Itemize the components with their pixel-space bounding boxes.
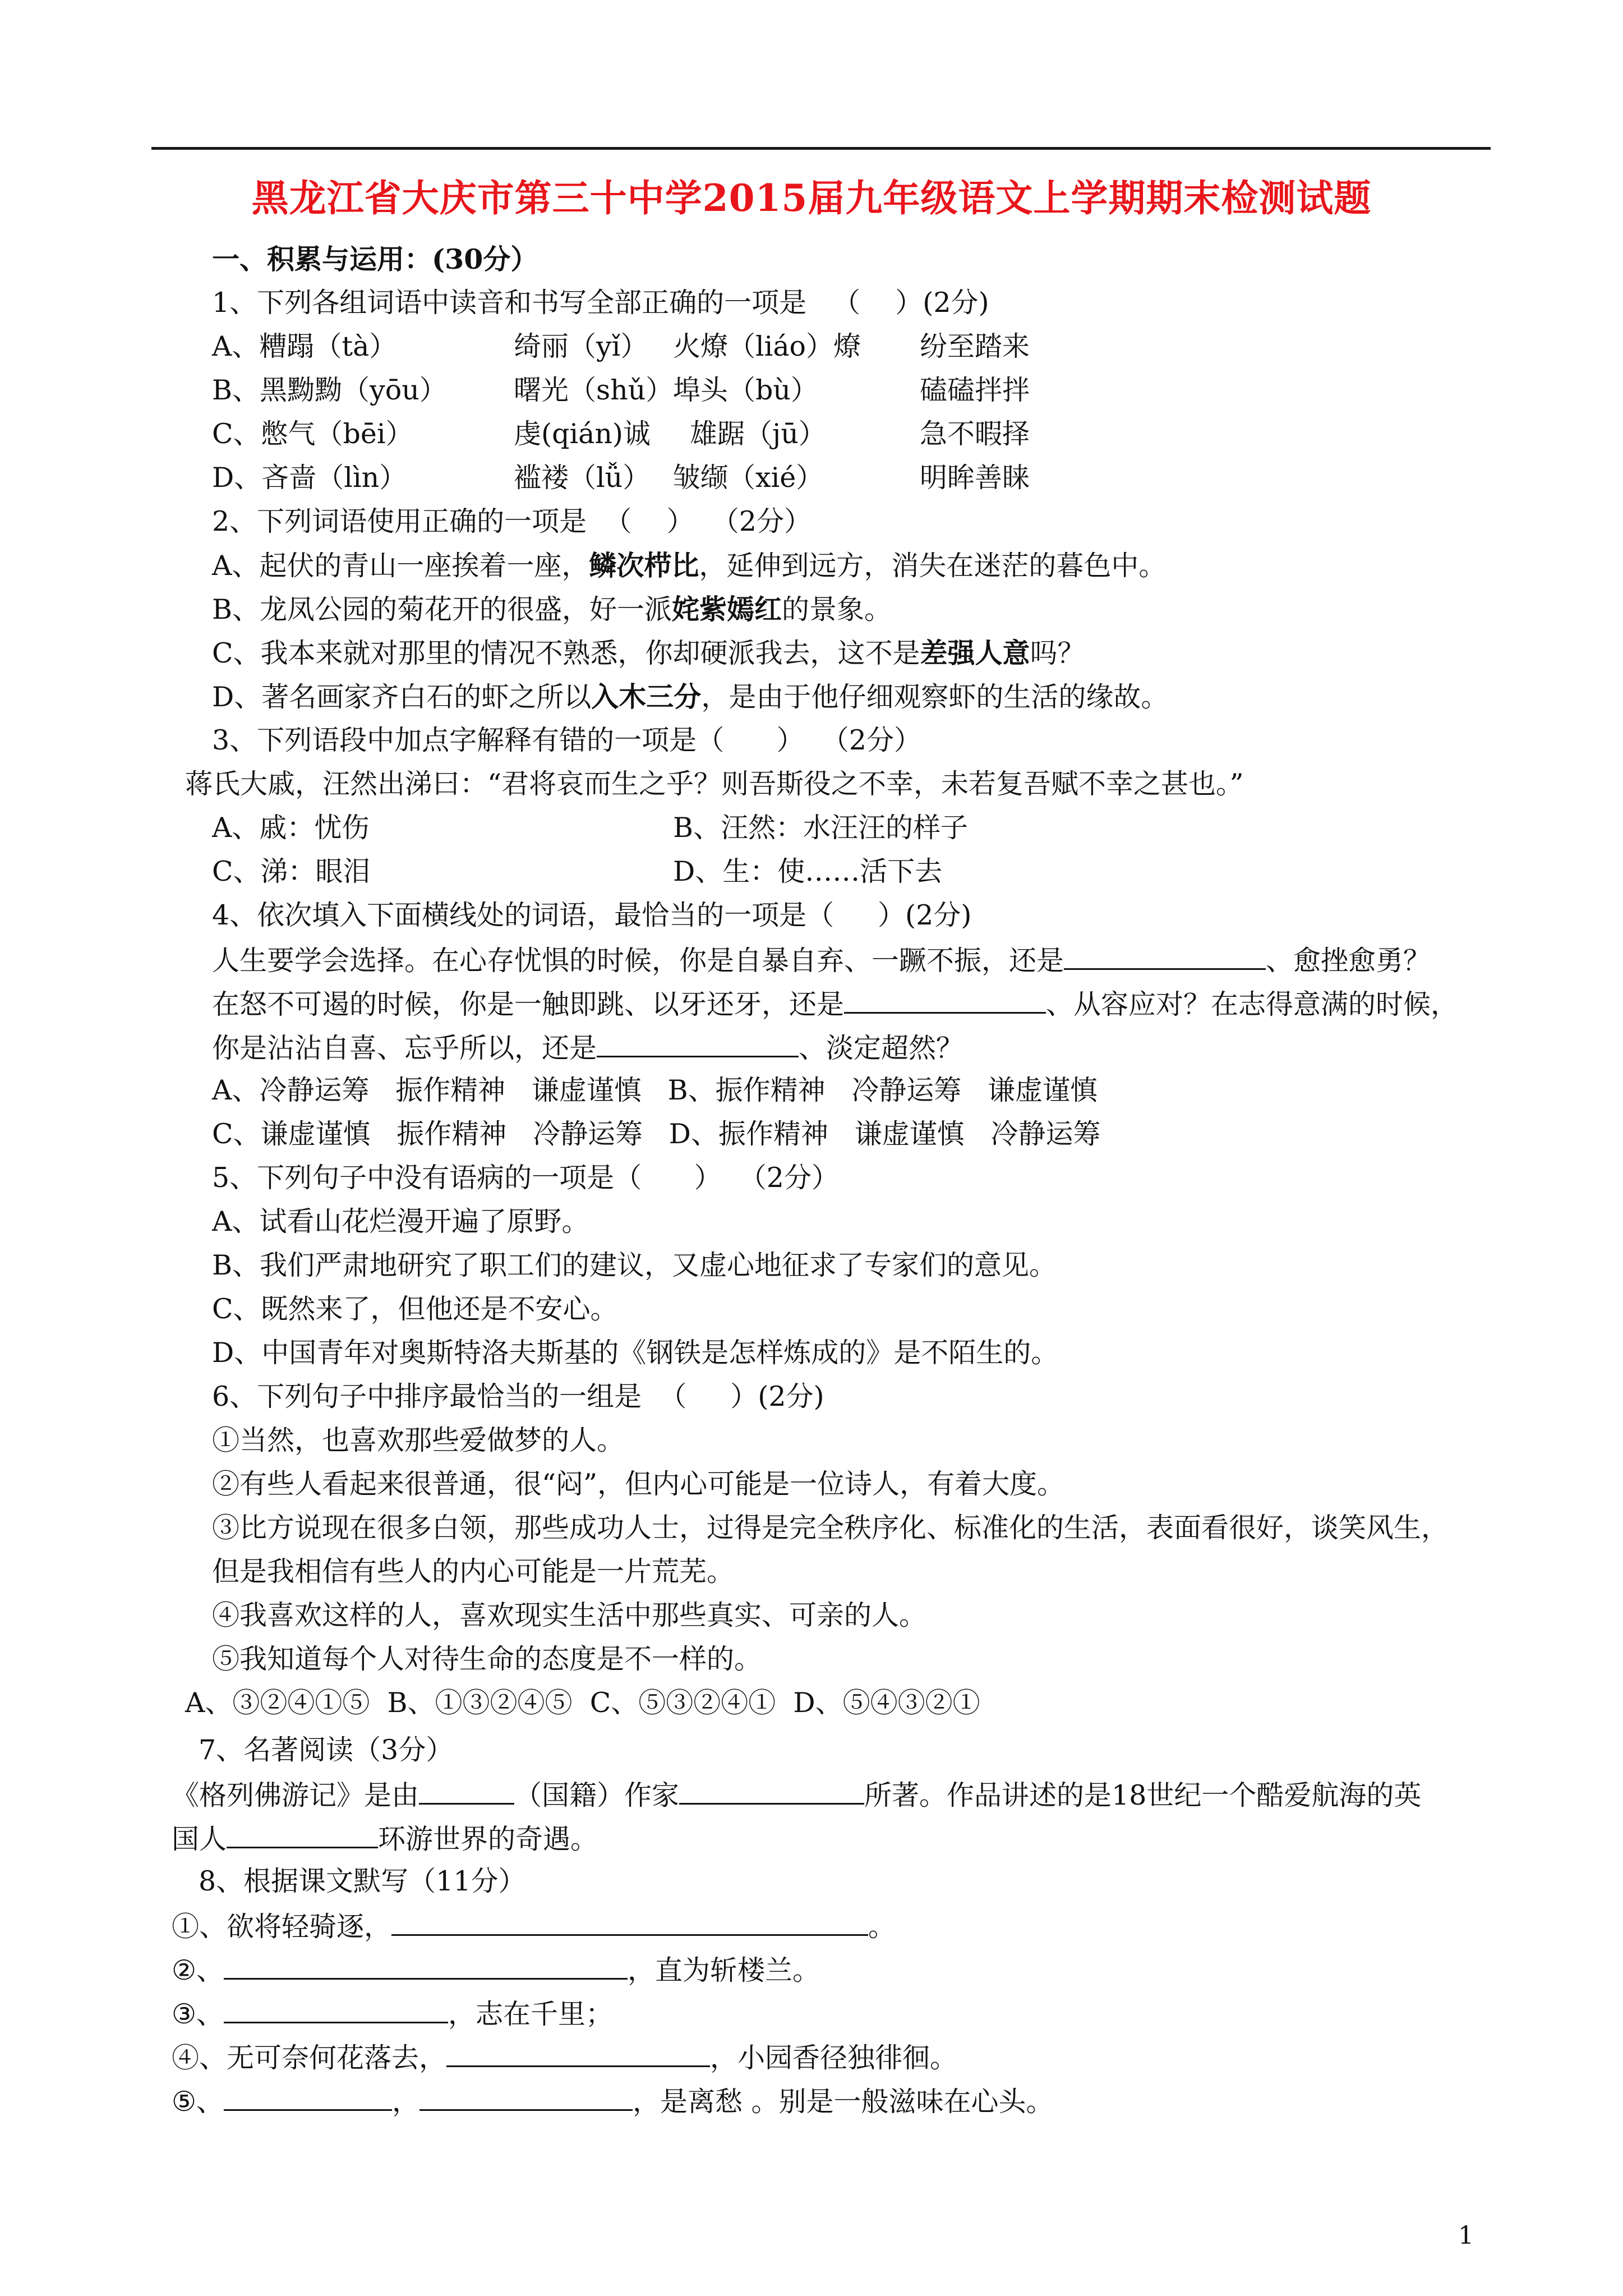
q3-stem: 3、下列语段中加点字解释有错的一项是（ ） （2分）: [212, 724, 921, 756]
q6-sentence-3-cont: 但是我相信有些人的内心可能是一片荒芜。: [212, 1556, 735, 1588]
q8-l3-end: ，志在千里；: [448, 1998, 613, 2030]
q8-l1-text: ①、欲将轻骑逐，: [172, 1911, 392, 1943]
q3-passage: 蒋氏大戚，汪然出涕曰：“君将哀而生之乎？则吾斯役之不幸，未若复吾赋不幸之甚也。”: [185, 768, 1244, 800]
q2-b-text-end: 的景象。: [782, 593, 892, 625]
q7-l1-mid: （国籍）作家: [514, 1779, 680, 1811]
q8-l5-mid: ，: [391, 2086, 419, 2118]
q2-a-idiom: 鳞次栉比: [589, 549, 699, 582]
q5-option-c: C、既然来了，但他还是不安心。: [212, 1293, 618, 1325]
q4-p2-end: 、从容应对？在志得意满的时候，: [1046, 988, 1459, 1020]
q2-c-text: C、我本来就对那里的情况不熟悉，你却硬派我去，这不是: [212, 637, 920, 669]
page-number: 1: [1458, 2221, 1474, 2250]
q7-stem: 7、名著阅读（3分）: [199, 1734, 454, 1766]
q8-blank-4[interactable]: [446, 2040, 710, 2067]
q8-stem: 8、根据课文默写（11分）: [199, 1865, 526, 1897]
q7-line1: [172, 1777, 1421, 1812]
q6-sentence-3: ③比方说现在很多白领，那些成功人士，过得是完全秩序化、标准化的生活，表面看很好，谈笑风生，: [212, 1512, 1449, 1544]
q4-p2-text: 在怒不可遏的时候，你是一触即跳、以牙还牙，还是: [212, 988, 845, 1020]
q5-option-a: A、试看山花烂漫开遍了原野。: [212, 1205, 589, 1237]
q8-l4-end: ，小园香径独徘徊。: [710, 2042, 958, 2074]
q1-b-1: B、黑黝黝（yōu）: [212, 374, 447, 406]
q7-blank-character[interactable]: [227, 1821, 378, 1848]
q8-blank-6[interactable]: [419, 2083, 633, 2111]
q1-c-2: 虔(qián)诚: [514, 418, 651, 450]
q2-option-d: [212, 680, 1168, 714]
q2-b-text: B、龙凤公园的菊花开的很盛，好一派: [212, 593, 672, 625]
q2-option-b: [212, 592, 892, 627]
q6-stem: 6、下列句子中排序最恰当的一组是 （ ）(2分): [212, 1381, 824, 1412]
q2-c-idiom: 差强人意: [920, 637, 1030, 669]
q8-line1: [172, 1908, 896, 1944]
q2-stem: 2、下列词语使用正确的一项是 （ ） （2分）: [212, 505, 811, 537]
q1-b-3: 埠头（bù）: [673, 374, 818, 406]
q4-blank-2[interactable]: [844, 986, 1046, 1014]
q2-a-text: A、起伏的青山一座挨着一座，: [212, 550, 589, 582]
q8-line5: [172, 2083, 1054, 2119]
header-rule: [151, 147, 1491, 150]
q1-a-3: 火燎（liáo）燎: [673, 330, 861, 362]
q1-a-2: 绮丽（yǐ）: [514, 330, 648, 362]
q7-l2-end: 环游世界的奇遇。: [378, 1823, 598, 1855]
q4-p1-end: 、愈挫愈勇？: [1266, 945, 1431, 977]
q6-sentence-2: ②有些人看起来很普通，很“闷”，但内心可能是一位诗人，有着大度。: [212, 1468, 1065, 1500]
q1-stem: 1、下列各组词语中读音和书写全部正确的一项是 （ ）(2分): [212, 287, 989, 319]
q4-passage-line2: [212, 986, 1458, 1022]
q1-c-4: 急不暇择: [920, 418, 1030, 450]
q5-option-b: B、我们严肃地研究了职工们的建议，又虚心地征求了专家们的意见。: [212, 1249, 1057, 1281]
q5-option-d: D、中国青年对奥斯特洛夫斯基的《钢铁是怎样炼成的》是不陌生的。: [212, 1337, 1059, 1369]
q4-blank-1[interactable]: [1064, 942, 1266, 970]
q4-p3-text: 你是沾沾自喜、忘乎所以，还是: [212, 1032, 597, 1064]
q8-line4: [172, 2040, 957, 2075]
q3-option-c: C、涕：眼泪: [212, 855, 371, 887]
q7-l1-text: 《格列佛游记》是由: [172, 1779, 419, 1811]
q1-b-4: 磕磕拌拌: [920, 374, 1030, 406]
q8-blank-2[interactable]: [224, 1952, 628, 1980]
q2-option-a: [212, 549, 1166, 583]
q2-d-text-end: ，是由于他仔细观察虾的生活的缘故。: [701, 681, 1169, 713]
q2-a-text-end: ，延伸到远方，消失在迷茫的暮色中。: [699, 550, 1166, 582]
q3-option-b: B、汪然：水汪汪的样子: [673, 812, 969, 844]
q7-blank-nationality[interactable]: [419, 1777, 514, 1805]
q8-l1-end: 。: [868, 1911, 896, 1943]
q2-d-idiom: 入木三分: [591, 680, 702, 713]
q6-sentence-5: ⑤我知道每个人对待生命的态度是不一样的。: [212, 1643, 762, 1675]
q4-p1-text: 人生要学会选择。在心存忧惧的时候，你是自暴自弃、一蹶不振，还是: [212, 945, 1064, 977]
q1-d-3: 皱缬（xié）: [673, 462, 824, 494]
q1-a-1: A、糟蹋（tà）: [212, 330, 397, 362]
q8-line3: [172, 1996, 613, 2031]
q8-l2-text: ②、: [172, 1954, 224, 1986]
q1-c-3: 雄踞（jū）: [690, 418, 826, 450]
q7-line2: [172, 1821, 598, 1856]
q8-l4-text: ④、无可奈何花落去，: [172, 2042, 447, 2074]
q2-b-idiom: 姹紫嫣红: [672, 593, 782, 625]
q1-c-1: C、憋气（bēi）: [212, 418, 413, 450]
q4-passage-line3: [212, 1030, 963, 1065]
q2-c-text-end: 吗？: [1030, 637, 1085, 669]
q2-d-text: D、著名画家齐白石的虾之所以: [212, 681, 592, 713]
q1-d-2: 褴褛（lǚ）: [514, 462, 651, 494]
q8-line2: [172, 1952, 820, 1987]
q4-passage-line1: [212, 942, 1431, 978]
q4-stem: 4、依次填入下面横线处的词语，最恰当的一项是（ ）(2分): [212, 899, 972, 931]
q6-sentence-4: ④我喜欢这样的人，喜欢现实生活中那些真实、可亲的人。: [212, 1599, 927, 1631]
q8-l2-end: ，直为斩楼兰。: [627, 1954, 820, 1986]
q7-blank-author[interactable]: [679, 1777, 864, 1805]
q8-l5-end: ，是离愁 。别是一般滋味在心头。: [632, 2086, 1054, 2118]
section-heading: 一、积累与运用：(30分）: [212, 243, 538, 275]
q7-l1-end: 所著。作品讲述的是18世纪一个酷爱航海的英: [864, 1779, 1422, 1811]
q8-blank-1[interactable]: [391, 1908, 868, 1936]
q1-a-4: 纷至踏来: [920, 330, 1030, 362]
q6-sentence-1: ①当然，也喜欢那些爱做梦的人。: [212, 1424, 625, 1456]
page-title: 黑龙江省大庆市第三十中学2015届九年级语文上学期期末检测试题: [251, 176, 1372, 220]
q1-d-4: 明眸善睐: [920, 462, 1030, 494]
q2-option-c: [212, 636, 1085, 670]
q1-d-1: D、吝啬（lìn）: [212, 462, 407, 494]
q4-options-ab: A、冷静运筹 振作精神 谦虚谨慎 B、振作精神 冷静运筹 谦虚谨慎: [212, 1074, 1098, 1106]
q3-option-d: D、生：使……活下去: [673, 855, 943, 887]
q8-blank-5[interactable]: [224, 2083, 392, 2111]
q6-options: A、③②④①⑤ B、①③②④⑤ C、⑤③②④① D、⑤④③②①: [185, 1687, 980, 1719]
q7-l2-text: 国人: [172, 1823, 227, 1855]
q8-l3-text: ③、: [172, 1998, 224, 2030]
q8-blank-3[interactable]: [224, 1996, 448, 2023]
q5-stem: 5、下列句子中没有语病的一项是（ ） （2分）: [212, 1162, 839, 1194]
q3-option-a: A、戚：忧伤: [212, 812, 370, 844]
q8-l5-text: ⑤、: [172, 2086, 224, 2118]
q4-blank-3[interactable]: [597, 1030, 799, 1057]
q4-p3-end: 、淡定超然？: [799, 1032, 964, 1064]
q4-options-cd: C、谦虚谨慎 振作精神 冷静运筹 D、振作精神 谦虚谨慎 冷静运筹: [212, 1118, 1101, 1150]
q1-b-2: 曙光（shǔ）: [514, 374, 674, 406]
